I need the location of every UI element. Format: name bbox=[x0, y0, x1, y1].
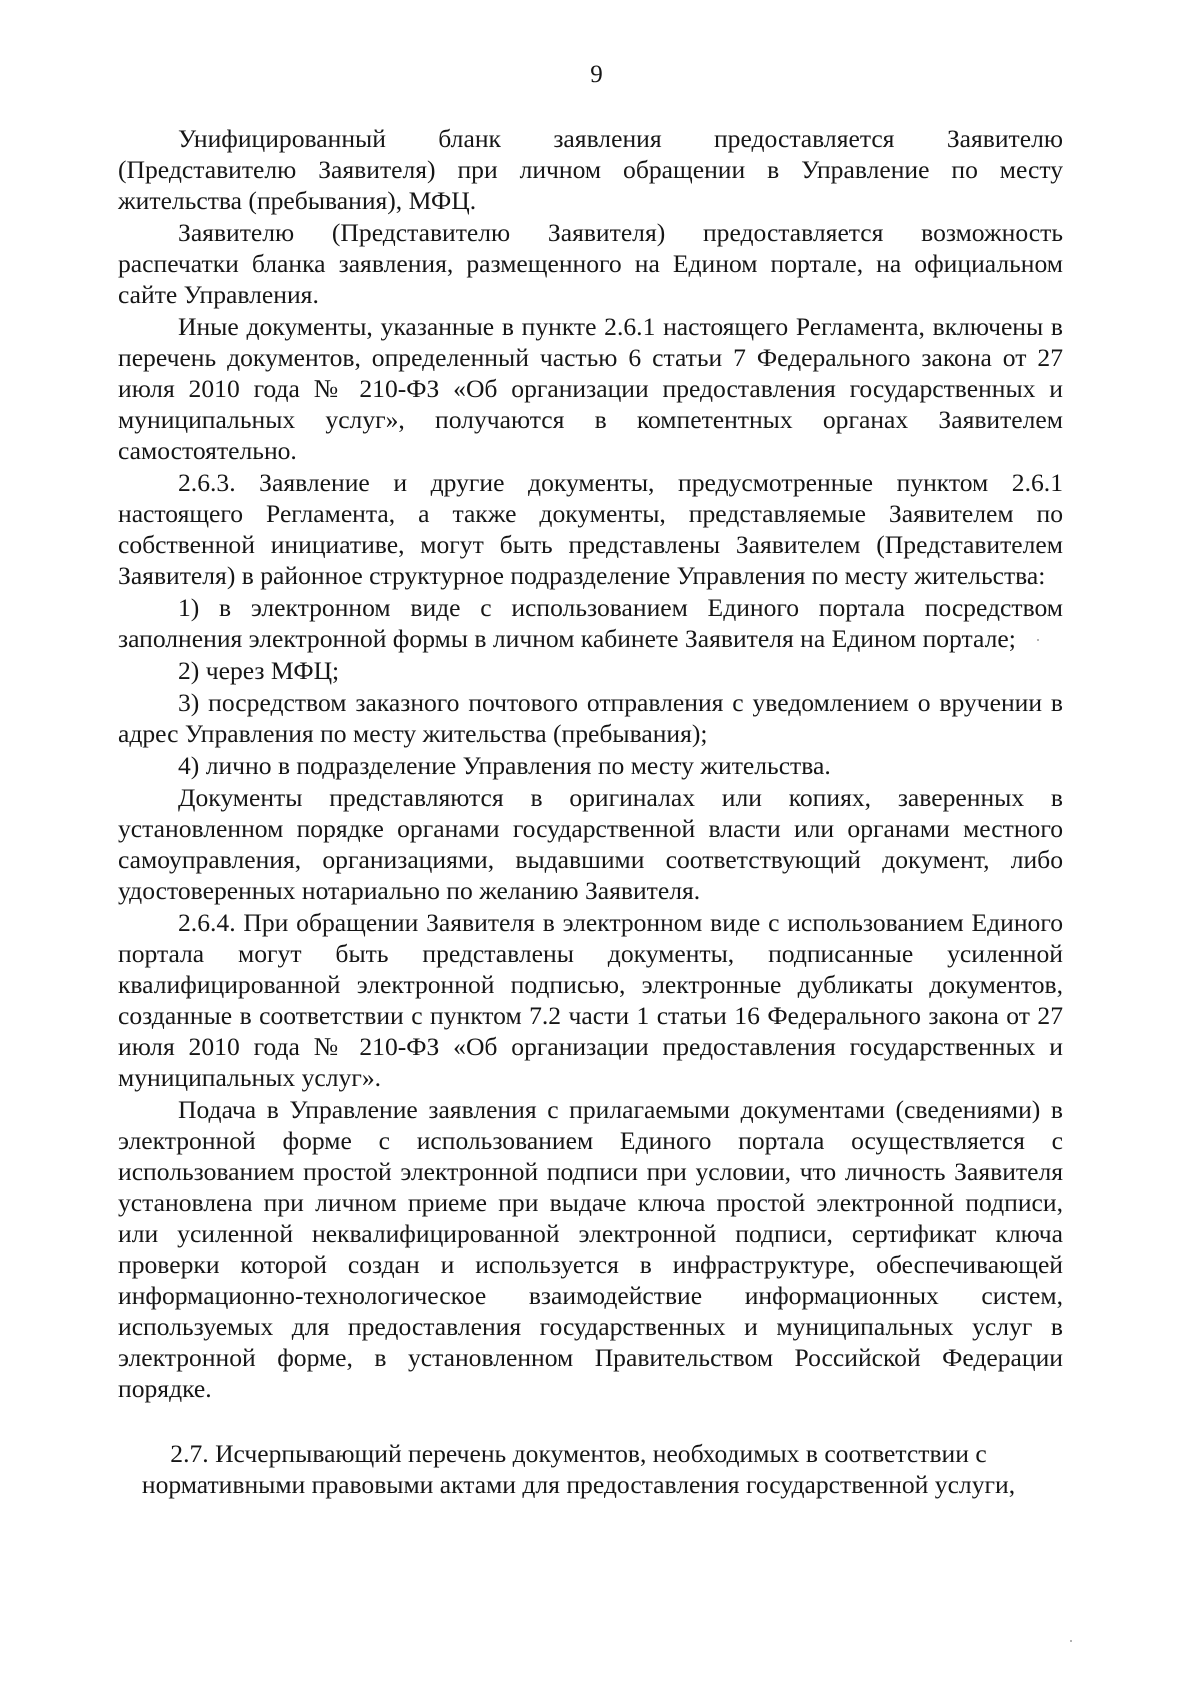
heading-line-1: 2.7. Исчерпывающий перечень документов, необходимых в соответствии с bbox=[170, 1439, 987, 1468]
paragraph-originals: Документы представляются в оригиналах или копиях, заверенных в установленном порядке органами государственной власти или органами местного самоуправления, организациями, выдавшими соответствующий документ, либо удостоверенных нотариально по желанию Заявителя. bbox=[118, 783, 1063, 905]
scan-speck bbox=[1037, 639, 1039, 641]
page-number: 9 bbox=[590, 61, 603, 88]
paragraph-2-6-3: 2.6.3. Заявление и другие документы, предусмотренные пунктом 2.6.1 настоящего Регламента, а также документы, представляемые Заявителем по собственной инициативе, могут быть представлены Заявителем (Представителем Заявителя) в районное структурное подразделение Управления по месту жительства: bbox=[118, 468, 1063, 590]
list-item-mail: 3) посредством заказного почтового отправления с уведомлением о вручении в адрес Управления по месту жительства (пребывания); bbox=[118, 688, 1063, 748]
document-page bbox=[118, 60, 1063, 1500]
paragraph-electronic-signature: Подача в Управление заявления с прилагаемыми документами (сведениями) в электронной форме с использованием Единого портала осуществляется с использованием простой электронной подписи при условии, что личность Заявителя установлена при личном приеме при выдаче ключа простой электронной подписи, или усиленной неквалифицированной электронной подписи, сертификат ключа проверки которой создан и используется в инфраструктуре, обеспечивающей информационно-технологическое взаимодействие информационных систем, используемых для предоставления государственных и муниципальных услуг в электронной форме, в установленном Правительством Российской Федерации порядке. bbox=[118, 1095, 1063, 1403]
scan-speck bbox=[1070, 1640, 1072, 1642]
paragraph-other-documents: Иные документы, указанные в пункте 2.6.1 настоящего Регламента, включены в перечень документов, определенный частью 6 статьи 7 Федерального закона от 27 июля 2010 года № 210-ФЗ «Об организации предоставления государственных и муниципальных услуг», получаются в компетентных органах Заявителем самостоятельно. bbox=[118, 312, 1063, 465]
paragraph-2-6-4: 2.6.4. При обращении Заявителя в электронном виде с использованием Единого портала могут быть представлены документы, подписанные усиленной квалифицированной электронной подписью, электронные дубликаты документов, созданные в соответствии с пунктом 7.2 части 1 статьи 16 Федерального закона от 27 июля 2010 года № 210-ФЗ «Об организации предоставления государственных и муниципальных услуг». bbox=[118, 908, 1063, 1092]
section-heading-2-7 bbox=[118, 1438, 1063, 1500]
list-item-mfc: 2) через МФЦ; bbox=[178, 656, 340, 685]
list-item-in-person: 4) лично в подразделение Управления по месту жительства. bbox=[178, 751, 831, 780]
paragraph-blank-form: Унифицированный бланк заявления предоставляется Заявителю (Представителю Заявителя) при личном обращении в Управление по месту жительства (пребывания), МФЦ. bbox=[118, 124, 1063, 215]
list-item-electronic: 1) в электронном виде с использованием Единого портала посредством заполнения электронной формы в личном кабинете Заявителя на Едином портале; bbox=[118, 593, 1063, 653]
paragraph-print-form: Заявителю (Представителю Заявителя) предоставляется возможность распечатки бланка заявления, размещенного на Едином портале, на официальном сайте Управления. bbox=[118, 218, 1063, 309]
heading-line-2: нормативными правовыми актами для предоставления государственной услуги, bbox=[141, 1470, 1016, 1499]
